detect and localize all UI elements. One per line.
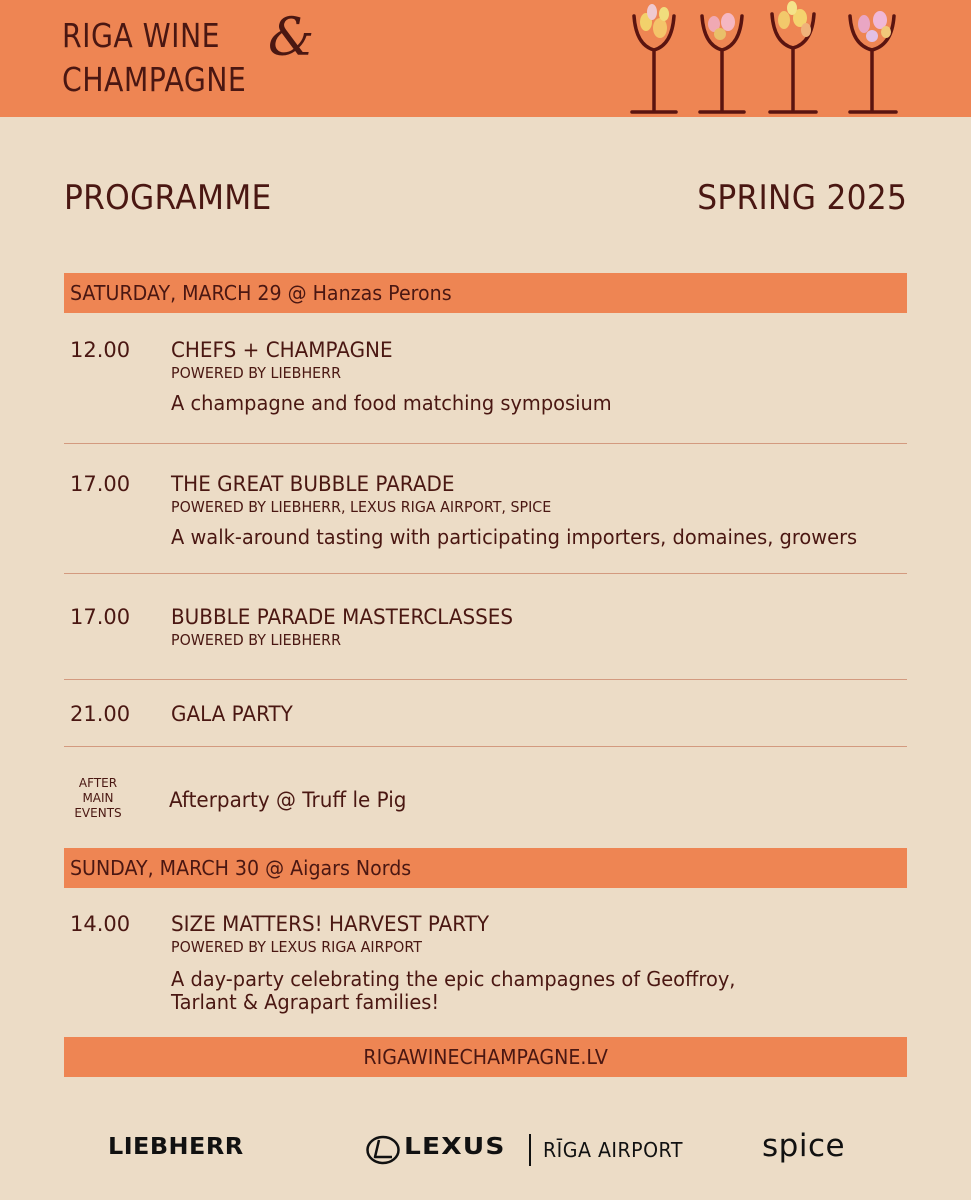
event-logo — [62, 8, 315, 102]
event-time: 21.00 — [70, 702, 131, 726]
day-heading-saturday: SATURDAY, MARCH 29 @ Hanzas Perons — [64, 273, 907, 313]
event-title: CHEFS + CHAMPAGNE — [171, 338, 393, 362]
event-afterparty — [64, 776, 907, 826]
logo-divider — [529, 1134, 531, 1166]
champagne-glasses-icon — [620, 0, 920, 117]
event-size-matters-harvest-party — [64, 912, 907, 1017]
website-banner — [64, 1037, 907, 1077]
lexus-emblem-icon — [366, 1135, 400, 1165]
divider — [64, 679, 907, 680]
logo-ampersand: & — [268, 8, 315, 68]
liebherr-logo: LIEBHERR — [108, 1133, 244, 1161]
event-description: A day-party celebrating the epic champagnes of Geoffroy, — [171, 967, 736, 991]
header-banner — [0, 0, 971, 117]
lexus-wordmark: LEXUS — [404, 1134, 506, 1160]
event-description: A walk-around tasting with participating importers, domaines, growers — [171, 525, 858, 549]
event-time: 12.00 — [70, 338, 131, 362]
title-row — [64, 178, 907, 224]
programme-title: PROGRAMME — [64, 178, 272, 218]
event-great-bubble-parade — [64, 472, 907, 552]
event-title: GALA PARTY — [171, 702, 293, 726]
event-description: A champagne and food matching symposium — [171, 391, 612, 415]
season-title: SPRING 2025 — [697, 178, 907, 218]
divider — [64, 573, 907, 574]
divider — [64, 746, 907, 747]
event-title: SIZE MATTERS! HARVEST PARTY — [171, 912, 490, 936]
event-title: BUBBLE PARADE MASTERCLASSES — [171, 605, 514, 629]
event-time: AFTER MAIN EVENTS — [74, 776, 122, 820]
event-chefs-champagne — [64, 338, 907, 418]
riga-airport-wordmark: RĪGA AIRPORT — [543, 1138, 683, 1162]
event-bubble-parade-masterclasses — [64, 605, 907, 655]
sponsor-logos — [0, 1128, 971, 1172]
logo-line-1: RIGA WINE — [62, 16, 220, 55]
event-description: Tarlant & Agrapart families! — [171, 990, 440, 1014]
spice-logo: spice — [762, 1128, 846, 1164]
event-time: 14.00 — [70, 912, 131, 936]
website-link[interactable]: RIGAWINECHAMPAGNE.LV — [363, 1045, 608, 1069]
event-gala-party — [64, 702, 907, 732]
logo-line-2: CHAMPAGNE — [62, 60, 247, 99]
day-heading-sunday: SUNDAY, MARCH 30 @ Aigars Nords — [64, 848, 907, 888]
event-time: 17.00 — [70, 472, 131, 496]
event-title: THE GREAT BUBBLE PARADE — [171, 472, 455, 496]
event-time: 17.00 — [70, 605, 131, 629]
event-sponsor: POWERED BY LIEBHERR — [171, 364, 341, 382]
divider — [64, 443, 907, 444]
event-sponsor: POWERED BY LIEBHERR, LEXUS RIGA AIRPORT, SPICE — [171, 498, 552, 516]
event-sponsor: POWERED BY LIEBHERR — [171, 631, 341, 649]
event-sponsor: POWERED BY LEXUS RIGA AIRPORT — [171, 938, 422, 956]
event-title: Afterparty @ Truff le Pig — [169, 788, 407, 812]
